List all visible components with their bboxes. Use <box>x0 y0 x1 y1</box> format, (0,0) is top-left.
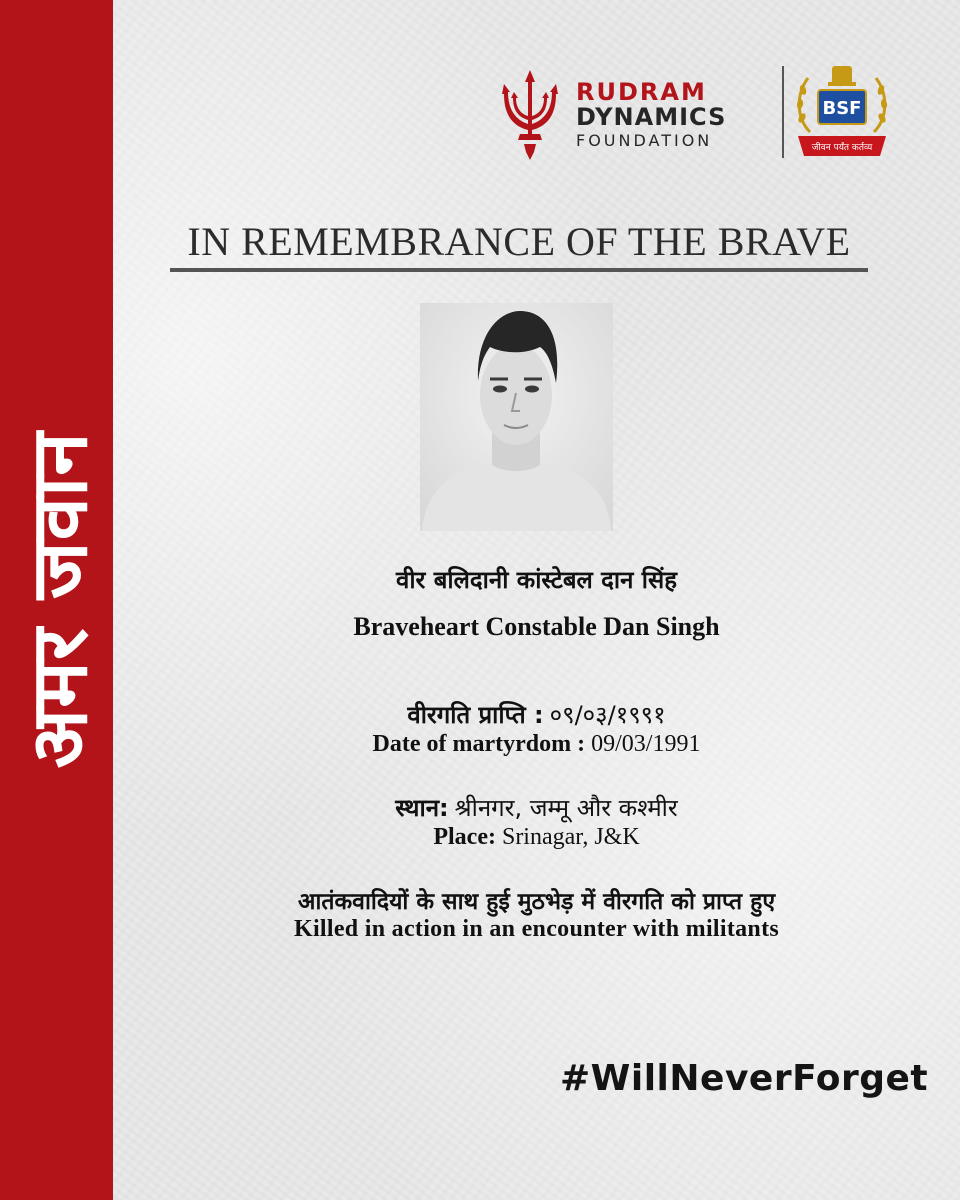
title-underline <box>170 268 868 272</box>
header-logos <box>498 62 898 172</box>
martyrdom-value-hindi: ०९/०३/१९९१ <box>549 701 666 729</box>
martyrdom-label-hindi: वीरगति प्राप्ति : <box>407 701 544 729</box>
org-line-3: FOUNDATION <box>576 131 713 150</box>
place-hindi-row <box>113 791 960 824</box>
rudram-wordmark <box>576 80 726 152</box>
place-english-row <box>113 824 960 851</box>
name-hindi: वीर बलिदानी कांस्टेबल दान सिंह <box>395 566 677 594</box>
bsf-logo-text: BSF <box>822 98 862 119</box>
portrait-photo <box>420 303 613 531</box>
side-band <box>0 0 113 1200</box>
page-title: IN REMEMBRANCE OF THE BRAVE <box>187 219 851 264</box>
martyrdom-value-english: 09/03/1991 <box>591 731 701 757</box>
place-value-hindi: श्रीनगर, जम्मू और कश्मीर <box>454 794 678 822</box>
place-label-english: Place: <box>433 824 496 850</box>
martyrdom-hindi-row <box>113 698 960 731</box>
org-line-2: DYNAMICS <box>576 103 727 131</box>
martyrdom-english-row <box>113 731 960 758</box>
description-hindi: आतंकवादियों के साथ हुई मुठभेड़ में वीरगति को प्राप्त हुए <box>297 889 776 915</box>
logo-divider <box>782 66 784 158</box>
trident-icon <box>498 70 562 160</box>
hashtag: #WillNeverForget <box>560 1058 929 1099</box>
martyrdom-label-english: Date of martyrdom : <box>372 731 586 757</box>
description-english: Killed in action in an encounter with militants <box>293 916 780 942</box>
side-band-text: अमर जवान <box>15 431 105 769</box>
bsf-emblem-icon <box>792 62 892 166</box>
name-english: Braveheart Constable Dan Singh <box>353 612 720 641</box>
place-label-hindi: स्थान: <box>395 794 449 822</box>
place-value-english: Srinagar, J&K <box>501 824 640 850</box>
portrait-image <box>420 303 613 531</box>
org-line-1: RUDRAM <box>576 78 707 106</box>
bsf-motto-text: जीवन पर्यंत कर्तव्य <box>811 143 873 153</box>
